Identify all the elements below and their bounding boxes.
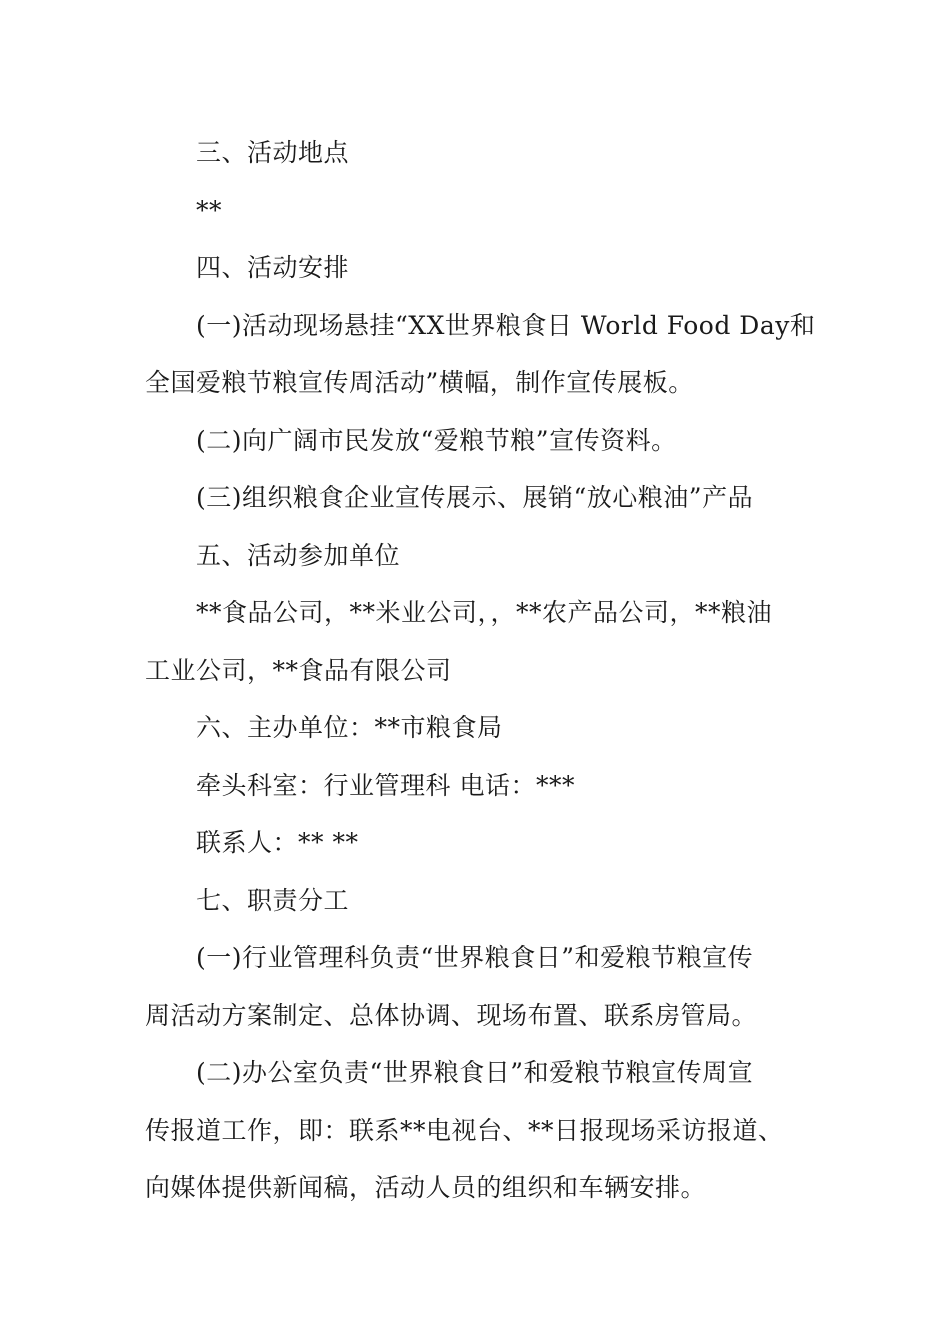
arrangement-item-1-line-1: (一)活动现场悬挂“XX世界粮食日 World Food Day和	[196, 310, 816, 340]
section-heading-organizer: 六、主办单位：**市粮食局	[196, 713, 503, 742]
section-heading-arrangement: 四、活动安排	[196, 253, 350, 282]
lead-department: 牵头科室：行业管理科 电话：***	[196, 770, 575, 800]
duties-item-2-line-1: (二)办公室负责“世界粮食日”和爱粮节粮宣传周宣	[196, 1058, 754, 1087]
participants-line-2: 工业公司，**食品有限公司	[145, 655, 452, 685]
arrangement-item-1-line-2: 全国爱粮节粮宣传周活动”横幅，制作宣传展板。	[145, 368, 694, 397]
section-heading-location: 三、活动地点	[196, 138, 350, 167]
section-heading-participants: 五、活动参加单位	[196, 540, 401, 570]
section-heading-duties: 七、职责分工	[196, 885, 350, 915]
duties-item-1-line-2: 周活动方案制定、总体协调、现场布置、联系房管局。	[145, 1000, 758, 1030]
arrangement-item-3: (三)组织粮食企业宣传展示、展销“放心粮油”产品	[196, 483, 754, 512]
duties-item-1-line-1: (一)行业管理科负责“世界粮食日”和爱粮节粮宣传	[196, 943, 754, 972]
participants-line-1: **食品公司，**米业公司，，**农产品公司，**粮油	[196, 598, 773, 627]
arrangement-item-2: (二)向广阔市民发放“爱粮节粮”宣传资料。	[196, 425, 677, 455]
contact-person: 联系人：** **	[196, 828, 359, 857]
duties-item-2-line-3: 向媒体提供新闻稿，活动人员的组织和车辆安排。	[145, 1173, 707, 1202]
location-value: **	[196, 195, 222, 225]
document-body	[145, 124, 816, 1217]
duties-item-2-line-2: 传报道工作，即：联系**电视台、**日报现场采访报道、	[145, 1115, 784, 1145]
